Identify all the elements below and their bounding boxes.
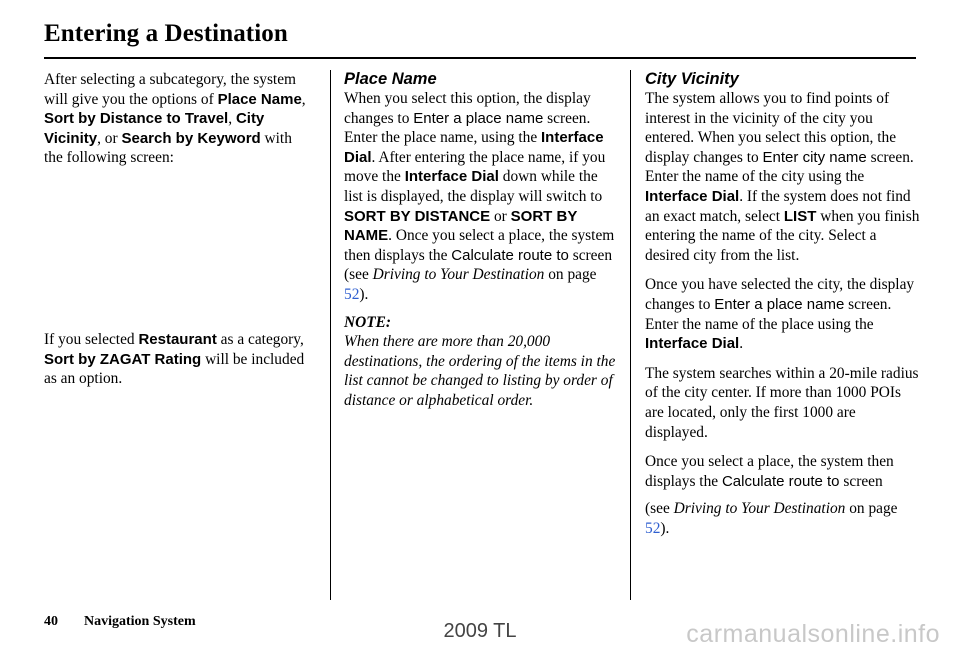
place-name-paragraph: When you select this option, the display changes to Enter a place name screen. Enter the place name, using the Interface Dial. After entering the place name, if you move the Interface Dial down while the list is displayed, the display will switch to SORT BY DISTANCE or SORT BY NAME. Once you select a place, the system then displays the Calculate route to screen (see Driving to Your Destination on page 52).: [344, 90, 615, 303]
sort-by-distance-term: SORT BY DISTANCE: [344, 207, 491, 225]
column-place-name: [344, 70, 620, 411]
option-search-by-keyword: Search by Keyword: [121, 129, 261, 147]
page-link[interactable]: 52: [344, 285, 360, 303]
interface-dial-term: Interface Dial: [645, 335, 740, 353]
page-title: Entering a Destination: [44, 20, 288, 47]
restaurant-paragraph: If you selected Restaurant as a category, Sort by ZAGAT Rating will be included as an option.: [44, 330, 305, 388]
section-label: Navigation System: [84, 614, 196, 629]
city-vicinity-heading: City Vicinity: [645, 70, 739, 88]
screen-enter-city-name: Enter city name: [762, 148, 867, 166]
note-heading: NOTE:: [344, 313, 392, 331]
screen-enter-place-name: Enter a place name: [413, 109, 544, 127]
page-link[interactable]: 52: [645, 519, 661, 537]
option-sort-by-distance: Sort by Distance to Travel: [44, 110, 229, 128]
city-vicinity-paragraph-2: Once you have selected the city, the display changes to Enter a place name screen. Enter the name of the place using the Interface Dial.: [645, 276, 915, 353]
screen-calculate-route: Calculate route to: [451, 246, 569, 264]
model-watermark: 2009 TL: [443, 620, 517, 642]
option-city-vicinity: City Vicinity: [44, 110, 265, 147]
column-divider-right: [630, 70, 631, 600]
list-term: LIST: [783, 207, 817, 225]
sort-by-zagat-term: Sort by ZAGAT Rating: [44, 350, 202, 368]
city-vicinity-paragraph-5: (see Driving to Your Destination on page 52).: [645, 500, 898, 537]
screen-calculate-route: Calculate route to: [721, 472, 840, 490]
restaurant-term: Restaurant: [138, 330, 217, 348]
place-name-heading: Place Name: [344, 70, 437, 88]
column-city-vicinity: [645, 70, 920, 538]
city-vicinity-paragraph-4: Once you select a place, the system then displays the Calculate route to screen: [645, 453, 894, 490]
interface-dial-term: Interface Dial: [645, 187, 740, 205]
title-rule: [44, 57, 916, 59]
city-vicinity-paragraph-1: The system allows you to find points of interest in the vicinity of the city you entered. When you select this option, the display changes to Enter city name screen. Enter the name of the city using the Interface Dial. If the system does not find an exact match, select LIST when you finish entering the name of the city. Select a desired city from the list.: [645, 90, 920, 264]
column-divider-left: [330, 70, 331, 600]
page-number: 40: [44, 614, 58, 629]
interface-dial-term: Interface Dial: [404, 168, 499, 186]
screen-enter-place-name: Enter a place name: [714, 295, 845, 313]
intro-paragraph: After selecting a subcategory, the system will give you the options of Place Name, Sort by Distance to Travel, City Vicinity, or Search by Keyword with the following screen:: [44, 71, 306, 167]
city-vicinity-paragraph-3: The system searches within a 20-mile radius of the city center. If more than 1000 POIs are located, only the first 1000 are displayed.: [645, 364, 919, 441]
option-place-name: Place Name: [217, 90, 302, 108]
interface-dial-term: Interface Dial: [344, 129, 604, 166]
sort-by-name-term: SORT BY NAME: [344, 207, 578, 245]
site-watermark: carmanualsonline.info: [686, 620, 940, 648]
note-body: When there are more than 20,000 destinations, the ordering of the items in the list cannot be changed to listing by order of distance or alphabetical order.: [344, 333, 616, 409]
reference-title: Driving to Your Destination: [673, 500, 846, 518]
reference-title: Driving to Your Destination: [372, 266, 545, 284]
column-intro: [44, 70, 310, 389]
